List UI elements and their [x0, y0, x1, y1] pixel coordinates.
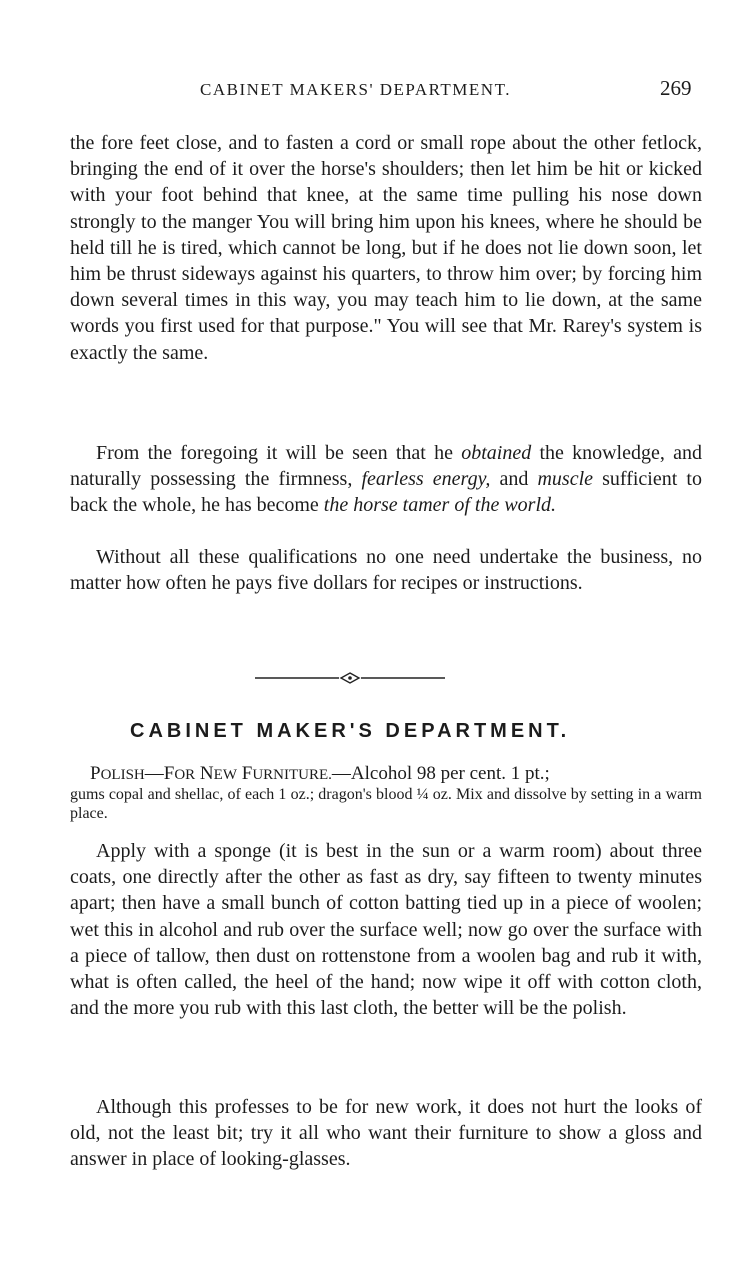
subheading-rest: URNITURE. [252, 767, 332, 783]
italic-text: fearless energy, [361, 468, 491, 491]
paragraph-text: Without all these qualifications no one need undertake the business, no matter how often he pays five dollars for recipes or instructions. [70, 546, 702, 595]
text-run: and [490, 468, 538, 491]
recipe-lead-text: —Alcohol 98 per cent. 1 pt.; [331, 763, 550, 784]
running-head: CABINET MAKERS' DEPARTMENT. [200, 80, 511, 99]
italic-text: the horse tamer of the world. [323, 494, 557, 517]
heading-rest: OLISH [100, 767, 145, 783]
subheading-initial: F [241, 763, 253, 784]
qualifications-paragraph [70, 544, 702, 596]
paragraph-text [70, 440, 702, 519]
foregoing-paragraph [70, 440, 702, 519]
page-number: 269 [660, 76, 692, 100]
closing-paragraph [70, 1094, 702, 1173]
directions-paragraph [70, 838, 702, 1021]
italic-text: obtained [461, 442, 532, 464]
recipe-heading-line: POLISH—FOR NEW FURNITURE.—Alcohol 98 per cent. 1 pt.; [90, 763, 550, 784]
polish-recipe [70, 764, 702, 823]
subheading-rest: EW [213, 767, 237, 783]
paragraph-text: the fore feet close, and to fasten a cord or small rope about the other fetlock, bringing the end of it over the horse's shoulders; then let him be hit or kicked with your foot behind that knee, at the same time pulling his nose down strongly to the manger You will bring him upon his knees, where he should be held till he is tired, which cannot be long, but if he does not lie down soon, let him be thrust sideways against his quarters, to throw him over; by forcing him down several times in this way, you may teach him to lie down, at the same words you first used for that purpose." You will see that Mr. Rarey's system is exactly the same. [70, 132, 702, 364]
italic-text: muscle [537, 468, 594, 491]
subheading-initial: N [199, 763, 214, 784]
text-run: the knowledge, and naturally possessing the firmness, [70, 442, 702, 491]
heading-initial: P [90, 763, 101, 784]
subheading-rest: OR [174, 767, 196, 783]
subheading-initial: F [163, 763, 175, 784]
recipe-ingredients: gums copal and shellac, of each 1 oz.; dragon's blood ¼ oz. Mix and dissolve by setting in a warm place. [70, 786, 702, 822]
paragraph-text: Although this professes to be for new work, it does not hurt the looks of old, not the least bit; try it all who want their furniture to show a gloss and answer in place of looking-glasses. [70, 1096, 702, 1171]
text-run: From the foregoing it will be seen that he [96, 442, 462, 464]
continued-paragraph [70, 130, 702, 366]
ornamental-divider [255, 672, 445, 684]
section-title: CABINET MAKER'S DEPARTMENT. [130, 720, 571, 742]
text-run: sufficient to back the whole, he has become [70, 468, 702, 517]
paragraph-text: Apply with a sponge (it is best in the sun or a warm room) about three coats, one directly after the other as fast as dry, say fifteen to twenty minutes apart; then have a small bunch of cotton batting tied up in a piece of woolen; wet this in alcohol and rub over the surface well; now go over the surface with a piece of tallow, then dust on rottenstone from a woolen bag and rub it with, what is often called, the heel of the hand; now wipe it off with cotton cloth, and the more you rub with this last cloth, the better will be the polish. [70, 840, 702, 1020]
